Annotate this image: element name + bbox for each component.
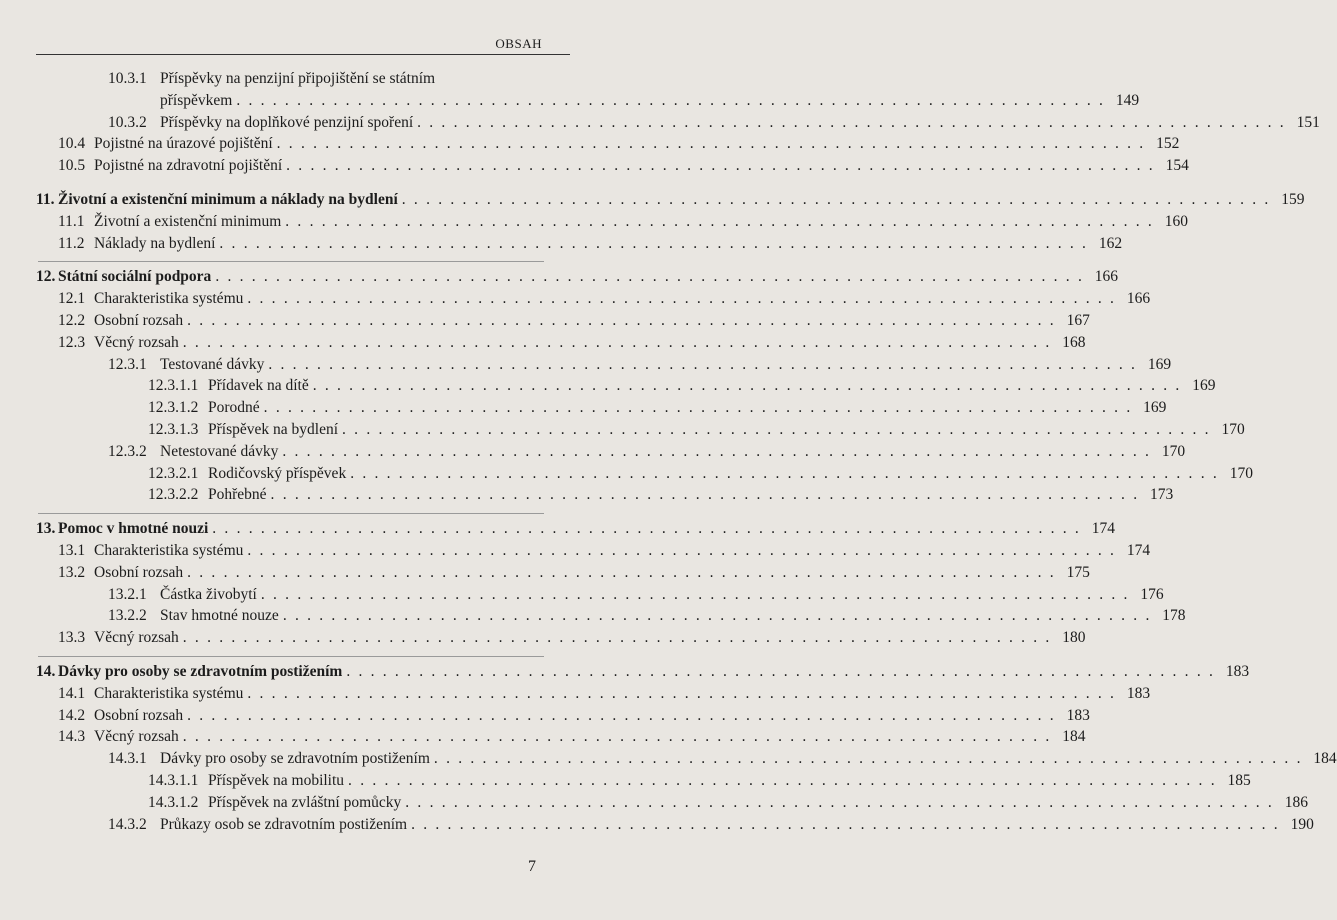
toc-page-number: 149 bbox=[1115, 91, 1140, 109]
toc-entry-title: Osobní rozsah bbox=[94, 311, 184, 329]
dot-leader: . . . . . . . . . . . . . . . . . . . . . . . . . . . . . . . . . . . . . . . . . . . . . . . . . . . . . . . . . . . . . . . . . . . . . . . . bbox=[247, 684, 1117, 702]
dot-leader: . . . . . . . . . . . . . . . . . . . . . . . . . . . . . . . . . . . . . . . . . . . . . . . . . . . . . . . . . . . . . . . . . . . . . . . . bbox=[282, 442, 1152, 460]
toc-entry-number: 14.3.1.1 bbox=[148, 771, 199, 789]
toc-entry[interactable] bbox=[36, 333, 1086, 356]
toc-page-number: 178 bbox=[1162, 607, 1186, 625]
toc-chapter[interactable] bbox=[36, 190, 1305, 213]
toc-entry-number: 12.3.2.1 bbox=[148, 464, 199, 482]
toc-page-number: 152 bbox=[1156, 135, 1180, 153]
table-of-contents bbox=[36, 70, 1337, 837]
toc-chapter[interactable] bbox=[36, 520, 1115, 542]
dot-leader: . . . . . . . . . . . . . . . . . . . . . . . . . . . . . . . . . . . . . . . . . . . . . . . . . . . . . . . . . . . . . . . . . . . . . . . . bbox=[417, 113, 1286, 131]
toc-entry[interactable] bbox=[36, 815, 1314, 838]
toc-entry-title: Rodičovský příspěvek bbox=[208, 464, 347, 482]
toc-entry[interactable] bbox=[36, 585, 1164, 608]
toc-page-number: 183 bbox=[1225, 662, 1250, 680]
toc-page-number: 184 bbox=[1062, 728, 1086, 746]
dot-leader: . . . . . . . . . . . . . . . . . . . . . . . . . . . . . . . . . . . . . . . . . . . . . . . . . . . . . . . . . . . . . . . . . . . . . . . . bbox=[236, 91, 1106, 109]
toc-entry-title: Charakteristika systému bbox=[94, 541, 244, 559]
dot-leader: . . . . . . . . . . . . . . . . . . . . . . . . . . . . . . . . . . . . . . . . . . . . . . . . . . . . . . . . . . . . . . . . . . . . . . . . bbox=[247, 541, 1117, 559]
dot-leader: . . . . . . . . . . . . . . . . . . . . . . . . . . . . . . . . . . . . . . . . . . . . . . . . . . . . . . . . . . . . . . . . . . . . . . . . bbox=[401, 190, 1271, 208]
toc-entry-title: Příspěvek na zvláštní pomůcky bbox=[208, 793, 402, 811]
toc-entry-title: Věcný rozsah bbox=[94, 333, 179, 351]
toc-entry-number: 14.3.1.2 bbox=[148, 793, 199, 811]
toc-entry[interactable] bbox=[36, 234, 1123, 257]
section-divider bbox=[38, 656, 544, 657]
toc-entry-title: Částka živobytí bbox=[160, 585, 257, 603]
toc-entry[interactable] bbox=[36, 793, 1309, 816]
toc-entry[interactable] bbox=[36, 377, 1216, 399]
toc-entry[interactable] bbox=[36, 486, 1174, 508]
toc-entry-title: Osobní rozsah bbox=[94, 563, 184, 581]
dot-leader: . . . . . . . . . . . . . . . . . . . . . . . . . . . . . . . . . . . . . . . . . . . . . . . . . . . . . . . . . . . . . . . . . . . . . . . . bbox=[270, 486, 1140, 504]
toc-page-number: 183 bbox=[1126, 684, 1151, 702]
dot-leader: . . . . . . . . . . . . . . . . . . . . . . . . . . . . . . . . . . . . . . . . . . . . . . . . . . . . . . . . . . . . . . . . . . . . . . . . bbox=[219, 234, 1089, 252]
toc-entry-number: 12.3.1.2 bbox=[148, 399, 199, 417]
dot-leader: . . . . . . . . . . . . . . . . . . . . . . . . . . . . . . . . . . . . . . . . . . . . . . . . . . . . . . . . . . . . . . . . . . . . . . . . bbox=[286, 157, 1155, 175]
toc-page-number: 169 bbox=[1143, 399, 1167, 417]
toc-entry[interactable] bbox=[36, 684, 1151, 707]
dot-leader: . . . . . . . . . . . . . . . . . . . . . . . . . . . . . . . . . . . . . . . . . . . . . . . . . . . . . . . . . . . . . . . . . . . . . . . . bbox=[411, 815, 1280, 833]
section-gap bbox=[36, 179, 544, 191]
toc-page-number: 169 bbox=[1147, 355, 1172, 373]
toc-entry[interactable] bbox=[36, 420, 1245, 443]
toc-page-number: 176 bbox=[1140, 585, 1164, 603]
dot-leader: . . . . . . . . . . . . . . . . . . . . . . . . . . . . . . . . . . . . . . . . . . . . . . . . . . . . . . . . . . . . . . . . . . . . . . . . bbox=[342, 420, 1211, 438]
toc-page-number: 151 bbox=[1296, 113, 1320, 131]
toc-chapter[interactable] bbox=[36, 268, 1119, 290]
toc-entry[interactable] bbox=[36, 728, 1086, 750]
toc-entry-number: 11.2 bbox=[58, 234, 85, 252]
toc-entry-title: Netestované dávky bbox=[160, 442, 279, 460]
toc-entry[interactable] bbox=[36, 442, 1186, 465]
toc-entry[interactable] bbox=[36, 311, 1090, 334]
toc-entry-number: 10.3.2 bbox=[108, 113, 147, 131]
toc-entry-number: 11. bbox=[36, 190, 55, 208]
toc-page-number: 190 bbox=[1290, 815, 1314, 833]
toc-page-number: 160 bbox=[1164, 212, 1188, 230]
toc-page-number: 173 bbox=[1150, 486, 1174, 504]
toc-entry-title: Pohřebné bbox=[208, 486, 267, 504]
toc-entry[interactable] bbox=[36, 629, 1086, 651]
toc-page-number: 175 bbox=[1066, 563, 1090, 581]
dot-leader: . . . . . . . . . . . . . . . . . . . . . . . . . . . . . . . . . . . . . . . . . . . . . . . . . . . . . . . . . . . . . . . . . . . . . . . . bbox=[187, 563, 1056, 581]
toc-page-number: 166 bbox=[1094, 268, 1119, 286]
toc-page-number: 170 bbox=[1161, 442, 1186, 460]
toc-entry[interactable] bbox=[36, 157, 1189, 179]
toc-entry-title: Státní sociální podpora bbox=[58, 268, 212, 286]
toc-page-number: 170 bbox=[1229, 464, 1253, 482]
toc-entry-title: Porodné bbox=[208, 399, 260, 417]
toc-entry-number: 12.3 bbox=[58, 333, 86, 351]
header-rule bbox=[36, 54, 570, 55]
dot-leader: . . . . . . . . . . . . . . . . . . . . . . . . . . . . . . . . . . . . . . . . . . . . . . . . . . . . . . . . . . . . . . . . . . . . . . . . bbox=[268, 355, 1138, 373]
dot-leader: . . . . . . . . . . . . . . . . . . . . . . . . . . . . . . . . . . . . . . . . . . . . . . . . . . . . . . . . . . . . . . . . . . . . . . . . bbox=[285, 212, 1154, 230]
toc-entry-number: 12.2 bbox=[58, 311, 86, 329]
toc-entry-number: 14.2 bbox=[58, 706, 86, 724]
toc-entry[interactable] bbox=[36, 750, 1337, 772]
toc-entry-number: 13.2 bbox=[58, 563, 86, 581]
toc-entry-number: 12.3.1.3 bbox=[148, 420, 199, 438]
toc-entry-title: Pomoc v hmotné nouzi bbox=[58, 520, 209, 538]
toc-entry-title: Příspěvky na doplňkové penzijní spoření bbox=[160, 113, 414, 131]
toc-page-number: 162 bbox=[1098, 234, 1123, 252]
dot-leader: . . . . . . . . . . . . . . . . . . . . . . . . . . . . . . . . . . . . . . . . . . . . . . . . . . . . . . . . . . . . . . . . . . . . . . . . bbox=[312, 377, 1182, 395]
toc-entry-number: 13. bbox=[36, 520, 56, 538]
toc-entry-title: Životní a existenční minimum bbox=[94, 212, 282, 230]
toc-entry-title: Pojistné na úrazové pojištění bbox=[94, 135, 273, 153]
toc-entry[interactable] bbox=[36, 70, 544, 92]
toc-page-number: 154 bbox=[1165, 157, 1189, 175]
toc-entry-number: 13.2.1 bbox=[108, 585, 147, 603]
dot-leader: . . . . . . . . . . . . . . . . . . . . . . . . . . . . . . . . . . . . . . . . . . . . . . . . . . . . . . . . . . . . . . . . . . . . . . . . bbox=[260, 585, 1130, 603]
dot-leader: . . . . . . . . . . . . . . . . . . . . . . . . . . . . . . . . . . . . . . . . . . . . . . . . . . . . . . . . . . . . . . . . . . . . . . . . bbox=[187, 706, 1056, 724]
toc-entry-title: Přídavek na dítě bbox=[208, 377, 309, 395]
toc-entry-title: Osobní rozsah bbox=[94, 706, 184, 724]
dot-leader: . . . . . . . . . . . . . . . . . . . . . . . . . . . . . . . . . . . . . . . . . . . . . . . . . . . . . . . . . . . . . . . . . . . . . . . . bbox=[346, 662, 1216, 680]
toc-page-number: 174 bbox=[1091, 520, 1115, 538]
toc-entry-number: 14.3.1 bbox=[108, 750, 147, 768]
toc-entry-number: 14.1 bbox=[58, 684, 86, 702]
toc-entry-number: 10.4 bbox=[58, 135, 86, 153]
dot-leader: . . . . . . . . . . . . . . . . . . . . . . . . . . . . . . . . . . . . . . . . . . . . . . . . . . . . . . . . . . . . . . . . . . . . . . . . bbox=[182, 333, 1052, 351]
toc-page-number: 185 bbox=[1227, 771, 1251, 789]
toc-entry-number: 14. bbox=[36, 662, 56, 680]
toc-entry-number: 12.3.2.2 bbox=[148, 486, 199, 504]
toc-entry-title: Příspěvky na penzijní připojištění se státním bbox=[160, 70, 436, 87]
dot-leader: . . . . . . . . . . . . . . . . . . . . . . . . . . . . . . . . . . . . . . . . . . . . . . . . . . . . . . . . . . . . . . . . . . . . . . . . bbox=[263, 399, 1133, 417]
toc-chapter[interactable] bbox=[36, 662, 1250, 685]
toc-entry-title: Příspěvek na bydlení bbox=[208, 420, 339, 438]
toc-page-number: 174 bbox=[1126, 541, 1151, 559]
toc-page-number: 186 bbox=[1284, 793, 1309, 811]
toc-entry[interactable] bbox=[36, 399, 1167, 421]
toc-entry-number: 11.1 bbox=[58, 212, 85, 230]
toc-entry-title: Stav hmotné nouze bbox=[160, 607, 279, 625]
toc-entry-number: 12.3.2 bbox=[108, 442, 147, 460]
toc-entry-number: 12.3.1 bbox=[108, 355, 147, 373]
toc-entry-title: Příspěvek na mobilitu bbox=[208, 771, 345, 789]
toc-entry-number: 13.2.2 bbox=[108, 607, 147, 625]
page-number: 7 bbox=[528, 858, 536, 875]
toc-page-number: 170 bbox=[1221, 420, 1245, 438]
section-divider bbox=[38, 261, 544, 262]
toc-entry[interactable] bbox=[36, 563, 1090, 586]
toc-entry[interactable] bbox=[36, 91, 1140, 114]
toc-entry[interactable] bbox=[36, 771, 1251, 794]
toc-entry-number: 10.3.1 bbox=[108, 70, 147, 87]
dot-leader: . . . . . . . . . . . . . . . . . . . . . . . . . . . . . . . . . . . . . . . . . . . . . . . . . . . . . . . . . . . . . . . . . . . . . . . . bbox=[350, 464, 1219, 482]
toc-page-number: 184 bbox=[1313, 750, 1337, 768]
toc-entry[interactable] bbox=[36, 541, 1151, 564]
dot-leader: . . . . . . . . . . . . . . . . . . . . . . . . . . . . . . . . . . . . . . . . . . . . . . . . . . . . . . . . . . . . . . . . . . . . . . . . bbox=[405, 793, 1275, 811]
dot-leader: . . . . . . . . . . . . . . . . . . . . . . . . . . . . . . . . . . . . . . . . . . . . . . . . . . . . . . . . . . . . . . . . . . . . . . . . bbox=[247, 290, 1117, 308]
toc-page-number: 166 bbox=[1126, 290, 1151, 308]
toc-entry-title: Dávky pro osoby se zdravotním postižením bbox=[160, 750, 430, 768]
toc-entry-number: 12.1 bbox=[58, 290, 86, 308]
toc-entry[interactable] bbox=[36, 290, 1151, 312]
toc-entry-title: Věcný rozsah bbox=[94, 728, 179, 746]
dot-leader: . . . . . . . . . . . . . . . . . . . . . . . . . . . . . . . . . . . . . . . . . . . . . . . . . . . . . . . . . . . . . . . . . . . . . . . . bbox=[182, 728, 1052, 746]
section-divider bbox=[38, 513, 544, 514]
toc-entry-number: 13.1 bbox=[58, 541, 86, 559]
toc-entry-number: 14.3.2 bbox=[108, 815, 147, 833]
toc-page-number: 168 bbox=[1062, 333, 1086, 351]
toc-entry-title: Pojistné na zdravotní pojištění bbox=[94, 157, 283, 175]
toc-entry-title: Dávky pro osoby se zdravotním postižením bbox=[58, 662, 343, 680]
toc-entry-title: Průkazy osob se zdravotním postižením bbox=[160, 815, 408, 833]
dot-leader: . . . . . . . . . . . . . . . . . . . . . . . . . . . . . . . . . . . . . . . . . . . . . . . . . . . . . . . . . . . . . . . . . . . . . . . . bbox=[215, 268, 1085, 286]
toc-page-number: 180 bbox=[1062, 629, 1086, 647]
toc-entry[interactable] bbox=[36, 464, 1253, 487]
dot-leader: . . . . . . . . . . . . . . . . . . . . . . . . . . . . . . . . . . . . . . . . . . . . . . . . . . . . . . . . . . . . . . . . . . . . . . . . bbox=[276, 135, 1146, 153]
dot-leader: . . . . . . . . . . . . . . . . . . . . . . . . . . . . . . . . . . . . . . . . . . . . . . . . . . . . . . . . . . . . . . . . . . . . . . . . bbox=[433, 750, 1303, 768]
toc-page-number: 159 bbox=[1281, 190, 1305, 208]
dot-leader: . . . . . . . . . . . . . . . . . . . . . . . . . . . . . . . . . . . . . . . . . . . . . . . . . . . . . . . . . . . . . . . . . . . . . . . . bbox=[182, 629, 1052, 647]
toc-entry-title: Životní a existenční minimum a náklady na bydlení bbox=[58, 190, 398, 208]
running-head: OBSAH bbox=[495, 36, 542, 51]
toc-page-number: 183 bbox=[1066, 706, 1090, 724]
toc-entry-title: Charakteristika systému bbox=[94, 684, 244, 702]
toc-page-number: 169 bbox=[1192, 377, 1216, 395]
toc-entry-title: příspěvkem bbox=[160, 91, 233, 109]
toc-entry-number: 13.3 bbox=[58, 629, 86, 647]
dot-leader: . . . . . . . . . . . . . . . . . . . . . . . . . . . . . . . . . . . . . . . . . . . . . . . . . . . . . . . . . . . . . . . . . . . . . . . . bbox=[282, 607, 1152, 625]
toc-entry-title: Testované dávky bbox=[160, 355, 265, 373]
dot-leader: . . . . . . . . . . . . . . . . . . . . . . . . . . . . . . . . . . . . . . . . . . . . . . . . . . . . . . . . . . . . . . . . . . . . . . . . bbox=[187, 311, 1056, 329]
toc-entry-title: Věcný rozsah bbox=[94, 629, 179, 647]
toc-entry[interactable] bbox=[36, 607, 1186, 629]
toc-entry-number: 12.3.1.1 bbox=[148, 377, 199, 395]
toc-entry-number: 14.3 bbox=[58, 728, 86, 746]
dot-leader: . . . . . . . . . . . . . . . . . . . . . . . . . . . . . . . . . . . . . . . . . . . . . . . . . . . . . . . . . . . . . . . . . . . . . . . . bbox=[212, 520, 1081, 538]
toc-entry-title: Charakteristika systému bbox=[94, 290, 244, 308]
toc-entry-number: 10.5 bbox=[58, 157, 86, 175]
toc-entry[interactable] bbox=[36, 113, 1320, 136]
toc-entry-title: Náklady na bydlení bbox=[94, 234, 216, 252]
dot-leader: . . . . . . . . . . . . . . . . . . . . . . . . . . . . . . . . . . . . . . . . . . . . . . . . . . . . . . . . . . . . . . . . . . . . . . . . bbox=[348, 771, 1217, 789]
toc-entry[interactable] bbox=[36, 212, 1188, 235]
toc-entry-number: 12. bbox=[36, 268, 56, 286]
toc-entry[interactable] bbox=[36, 135, 1180, 157]
toc-entry[interactable] bbox=[36, 706, 1090, 729]
toc-entry[interactable] bbox=[36, 355, 1172, 378]
toc-page-number: 167 bbox=[1066, 311, 1090, 329]
